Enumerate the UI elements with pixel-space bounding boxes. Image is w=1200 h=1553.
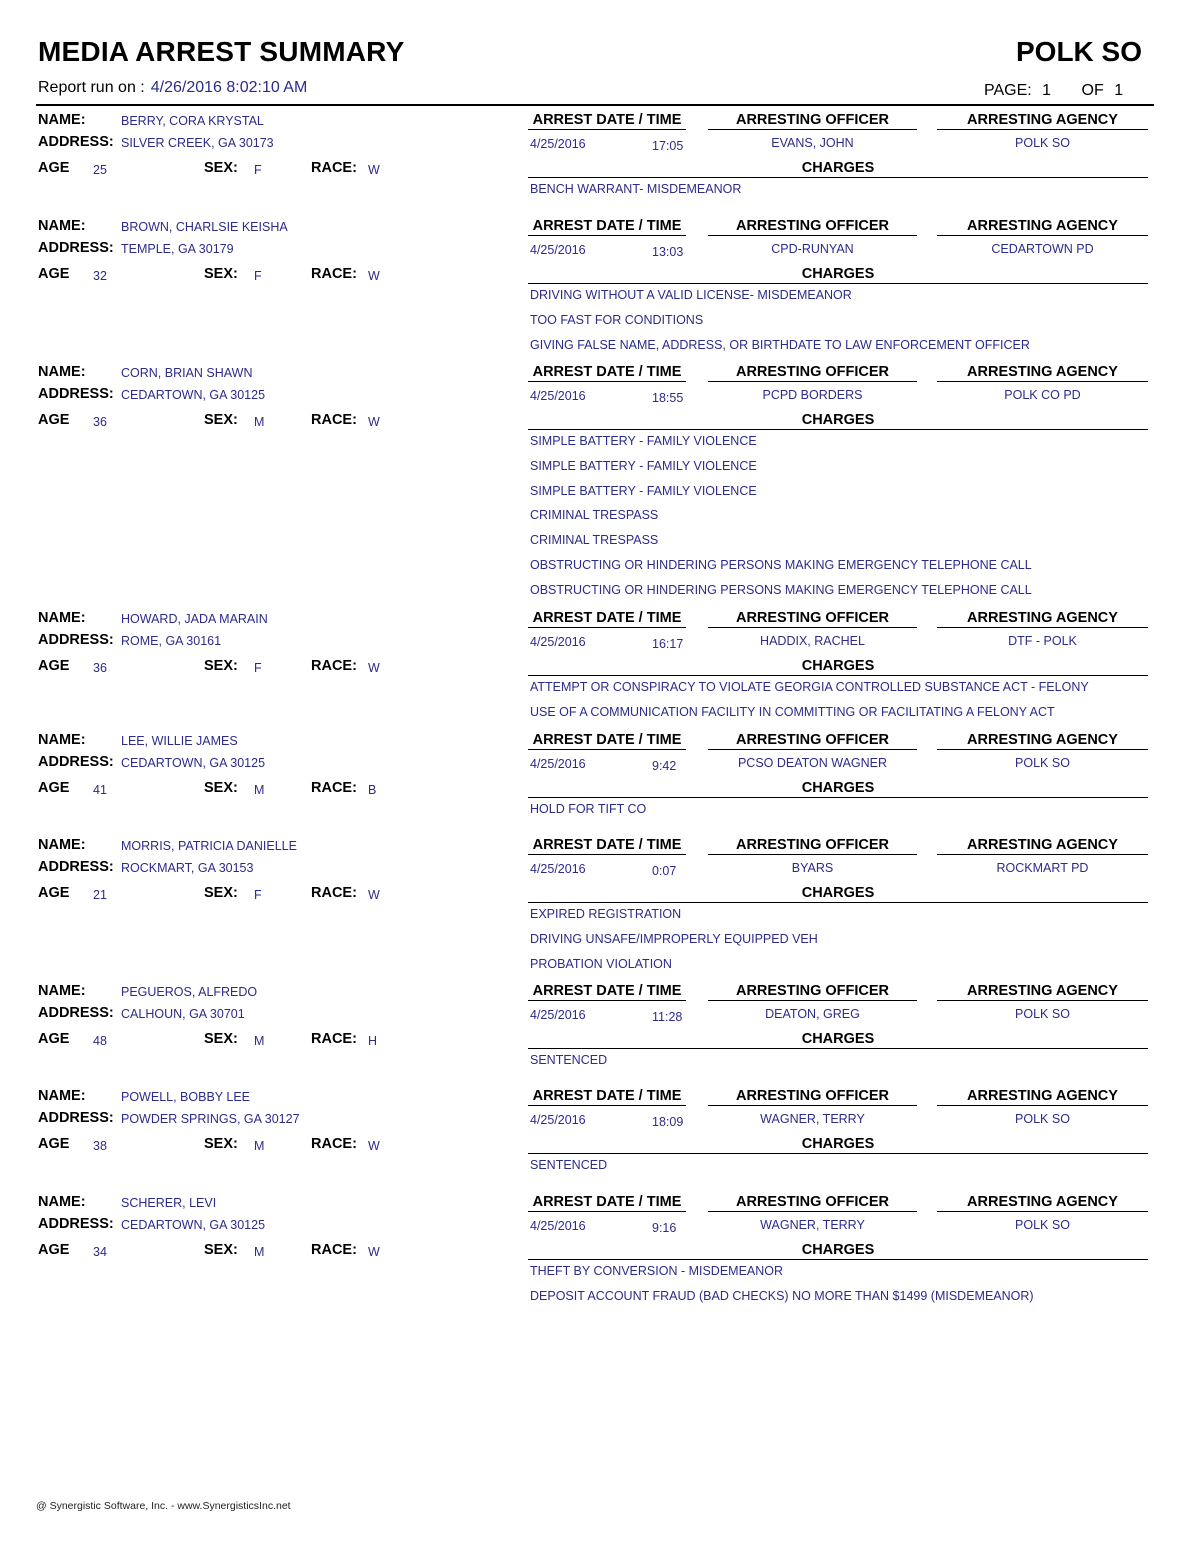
address-label: ADDRESS:: [38, 1216, 114, 1232]
person-age: 48: [93, 1034, 107, 1048]
race-label: RACE:: [311, 658, 357, 674]
page-number: 1: [1042, 82, 1052, 99]
race-label: RACE:: [311, 1136, 357, 1152]
person-address: TEMPLE, GA 30179: [121, 242, 234, 256]
address-label: ADDRESS:: [38, 240, 114, 256]
arresting-officer: PCSO DEATON WAGNER: [737, 756, 888, 770]
arresting-officer: HADDIX, RACHEL: [760, 634, 865, 648]
race-label: RACE:: [311, 1031, 357, 1047]
charge-item: CRIMINAL TRESPASS: [530, 508, 659, 523]
arresting-officer-header: ARRESTING OFFICER: [708, 218, 917, 236]
charges-header: CHARGES: [528, 160, 1148, 178]
report-agency: POLK SO: [1015, 36, 1142, 67]
person-address: SILVER CREEK, GA 30173: [121, 136, 274, 150]
charge-item: BENCH WARRANT- MISDEMEANOR: [530, 182, 742, 196]
person-sex: M: [254, 1245, 265, 1259]
charge-item: USE OF A COMMUNICATION FACILITY IN COMMITTING OR FACILITATING A FELONY ACT: [530, 704, 1055, 719]
arrest-date-time-header: ARREST DATE / TIME: [528, 1194, 686, 1212]
charge-item: CRIMINAL TRESPASS: [530, 533, 659, 548]
sex-label: SEX:: [204, 412, 238, 428]
sex-label: SEX:: [204, 658, 238, 674]
arrest-date: 4/25/2016: [530, 1113, 586, 1127]
arrest-time: 16:17: [652, 637, 684, 651]
race-label: RACE:: [311, 885, 357, 901]
person-race: H: [368, 1034, 378, 1048]
person-name: POWELL, BOBBY LEE: [121, 1090, 250, 1104]
charge-item: OBSTRUCTING OR HINDERING PERSONS MAKING EMERGENCY TELEPHONE CALL: [530, 558, 1032, 572]
person-age: 25: [93, 163, 107, 177]
arresting-officer-header: ARRESTING OFFICER: [708, 837, 917, 855]
person-sex: M: [254, 1034, 265, 1048]
charges-header: CHARGES: [528, 412, 1148, 430]
charge-item: GIVING FALSE NAME, ADDRESS, OR BIRTHDATE TO LAW ENFORCEMENT OFFICER: [530, 337, 1030, 352]
charge-item: DRIVING UNSAFE/IMPROPERLY EQUIPPED VEH: [530, 931, 818, 946]
race-label: RACE:: [311, 266, 357, 282]
name-label: NAME:: [38, 364, 86, 380]
charge-item: THEFT BY CONVERSION - MISDEMEANOR: [530, 1264, 784, 1278]
race-label: RACE:: [311, 1242, 357, 1258]
sex-label: SEX:: [204, 160, 238, 176]
age-label: AGE: [38, 1136, 70, 1152]
sex-label: SEX:: [204, 780, 238, 796]
address-label: ADDRESS:: [38, 1110, 114, 1126]
sex-label: SEX:: [204, 266, 238, 282]
charge-item: OBSTRUCTING OR HINDERING PERSONS MAKING EMERGENCY TELEPHONE CALL: [530, 582, 1032, 597]
arresting-agency-header: ARRESTING AGENCY: [937, 732, 1148, 750]
age-label: AGE: [38, 412, 70, 428]
arrest-date: 4/25/2016: [530, 137, 586, 151]
person-age: 41: [93, 783, 107, 797]
arresting-officer: WAGNER, TERRY: [760, 1218, 865, 1232]
person-sex: F: [254, 163, 262, 177]
person-sex: M: [254, 1139, 265, 1153]
arresting-officer: BYARS: [791, 861, 834, 875]
arresting-officer: CPD-RUNYAN: [771, 242, 854, 256]
age-label: AGE: [38, 1031, 70, 1047]
charge-item: PROBATION VIOLATION: [530, 956, 672, 971]
race-label: RACE:: [311, 412, 357, 428]
person-race: W: [368, 661, 380, 675]
name-label: NAME:: [38, 732, 86, 748]
charges-header: CHARGES: [528, 1242, 1148, 1260]
arrest-date-time-header: ARREST DATE / TIME: [528, 610, 686, 628]
arresting-agency: POLK SO: [1015, 136, 1070, 150]
arresting-agency-header: ARRESTING AGENCY: [937, 983, 1148, 1001]
person-address: CEDARTOWN, GA 30125: [121, 1218, 266, 1232]
arresting-agency: POLK SO: [1015, 756, 1070, 770]
charges-header: CHARGES: [528, 885, 1148, 903]
person-race: W: [368, 1245, 380, 1259]
person-name: BROWN, CHARLSIE KEISHA: [121, 220, 288, 234]
person-race: W: [368, 163, 380, 177]
person-name: LEE, WILLIE JAMES: [121, 734, 238, 748]
race-label: RACE:: [311, 780, 357, 796]
person-race: B: [368, 783, 377, 797]
arresting-agency: POLK CO PD: [1004, 388, 1081, 402]
person-name: BERRY, CORA KRYSTAL: [121, 114, 264, 128]
page-label: PAGE:: [984, 82, 1032, 99]
charge-item: HOLD FOR TIFT CO: [530, 802, 647, 816]
run-on-value: 4/26/2016 8:02:10 AM: [150, 79, 308, 96]
person-address: POWDER SPRINGS, GA 30127: [121, 1112, 300, 1126]
charge-item: SENTENCED: [530, 1053, 608, 1067]
arrest-time: 17:05: [652, 139, 684, 153]
arresting-officer-header: ARRESTING OFFICER: [708, 610, 917, 628]
arrest-time: 18:09: [652, 1115, 684, 1129]
arresting-officer-header: ARRESTING OFFICER: [708, 1194, 917, 1212]
age-label: AGE: [38, 780, 70, 796]
race-label: RACE:: [311, 160, 357, 176]
arresting-agency-header: ARRESTING AGENCY: [937, 1088, 1148, 1106]
person-sex: F: [254, 269, 262, 283]
age-label: AGE: [38, 658, 70, 674]
sex-label: SEX:: [204, 1136, 238, 1152]
name-label: NAME:: [38, 112, 86, 128]
header-divider: [36, 104, 1154, 106]
sex-label: SEX:: [204, 885, 238, 901]
page-total: 1: [1114, 82, 1124, 99]
charges-header: CHARGES: [528, 658, 1148, 676]
charges-header: CHARGES: [528, 780, 1148, 798]
arrest-date: 4/25/2016: [530, 243, 586, 257]
name-label: NAME:: [38, 610, 86, 626]
charge-item: DEPOSIT ACCOUNT FRAUD (BAD CHECKS) NO MORE THAN $1499 (MISDEMEANOR): [530, 1288, 1034, 1303]
footer-credit: @ Synergistic Software, Inc. - www.SynergisticsInc.net: [36, 1500, 291, 1512]
arrest-time: 13:03: [652, 245, 684, 259]
arrest-date: 4/25/2016: [530, 757, 586, 771]
arresting-agency-header: ARRESTING AGENCY: [937, 112, 1148, 130]
report-run-on: [38, 79, 307, 97]
age-label: AGE: [38, 266, 70, 282]
person-age: 38: [93, 1139, 107, 1153]
person-age: 36: [93, 661, 107, 675]
person-name: HOWARD, JADA MARAIN: [121, 612, 268, 626]
person-age: 21: [93, 888, 107, 902]
name-label: NAME:: [38, 1194, 86, 1210]
charge-item: ATTEMPT OR CONSPIRACY TO VIOLATE GEORGIA CONTROLLED SUBSTANCE ACT - FELONY: [530, 680, 1089, 694]
person-address: ROME, GA 30161: [121, 634, 222, 648]
arresting-agency-header: ARRESTING AGENCY: [937, 218, 1148, 236]
person-race: W: [368, 269, 380, 283]
arresting-agency: ROCKMART PD: [996, 861, 1089, 875]
charge-item: EXPIRED REGISTRATION: [530, 907, 682, 921]
person-address: ROCKMART, GA 30153: [121, 861, 254, 875]
age-label: AGE: [38, 885, 70, 901]
page-info: [984, 82, 1123, 100]
person-race: W: [368, 888, 380, 902]
arrest-time: 9:16: [652, 1221, 677, 1235]
charge-item: SIMPLE BATTERY - FAMILY VIOLENCE: [530, 434, 757, 448]
person-sex: F: [254, 661, 262, 675]
address-label: ADDRESS:: [38, 754, 114, 770]
arrest-time: 11:28: [652, 1010, 683, 1024]
arrest-date-time-header: ARREST DATE / TIME: [528, 837, 686, 855]
charges-header: CHARGES: [528, 1031, 1148, 1049]
arresting-officer-header: ARRESTING OFFICER: [708, 983, 917, 1001]
arresting-officer: EVANS, JOHN: [771, 136, 854, 150]
arresting-agency: DTF - POLK: [1008, 634, 1077, 648]
arresting-officer-header: ARRESTING OFFICER: [708, 112, 917, 130]
charge-item: SIMPLE BATTERY - FAMILY VIOLENCE: [530, 483, 757, 498]
arresting-officer-header: ARRESTING OFFICER: [708, 1088, 917, 1106]
arresting-agency-header: ARRESTING AGENCY: [937, 1194, 1148, 1212]
person-name: CORN, BRIAN SHAWN: [121, 366, 253, 380]
charges-header: CHARGES: [528, 266, 1148, 284]
person-address: CEDARTOWN, GA 30125: [121, 388, 266, 402]
name-label: NAME:: [38, 218, 86, 234]
arrest-date: 4/25/2016: [530, 1219, 586, 1233]
name-label: NAME:: [38, 1088, 86, 1104]
arresting-agency: POLK SO: [1015, 1007, 1070, 1021]
arrest-date-time-header: ARREST DATE / TIME: [528, 1088, 686, 1106]
arresting-agency: POLK SO: [1015, 1112, 1070, 1126]
arresting-agency: CEDARTOWN PD: [991, 242, 1094, 256]
arresting-agency: POLK SO: [1015, 1218, 1070, 1232]
person-name: SCHERER, LEVI: [121, 1196, 217, 1210]
arresting-officer: DEATON, GREG: [765, 1007, 860, 1021]
sex-label: SEX:: [204, 1242, 238, 1258]
arresting-officer: PCPD BORDERS: [762, 388, 863, 402]
sex-label: SEX:: [204, 1031, 238, 1047]
arrest-date: 4/25/2016: [530, 635, 586, 649]
charge-item: DRIVING WITHOUT A VALID LICENSE- MISDEMEANOR: [530, 288, 852, 302]
person-address: CALHOUN, GA 30701: [121, 1007, 245, 1021]
arresting-officer-header: ARRESTING OFFICER: [708, 732, 917, 750]
arrest-date-time-header: ARREST DATE / TIME: [528, 218, 686, 236]
arrest-time: 9:42: [652, 759, 677, 773]
person-sex: F: [254, 888, 262, 902]
arrest-date-time-header: ARREST DATE / TIME: [528, 364, 686, 382]
person-age: 36: [93, 415, 107, 429]
name-label: NAME:: [38, 983, 86, 999]
person-sex: M: [254, 783, 265, 797]
age-label: AGE: [38, 1242, 70, 1258]
person-race: W: [368, 415, 380, 429]
arrest-date-time-header: ARREST DATE / TIME: [528, 732, 686, 750]
address-label: ADDRESS:: [38, 859, 114, 875]
report-title: MEDIA ARREST SUMMARY: [38, 36, 405, 67]
charge-item: TOO FAST FOR CONDITIONS: [530, 312, 704, 327]
person-name: PEGUEROS, ALFREDO: [121, 985, 258, 999]
arresting-agency-header: ARRESTING AGENCY: [937, 610, 1148, 628]
address-label: ADDRESS:: [38, 1005, 114, 1021]
charge-item: SENTENCED: [530, 1158, 608, 1172]
run-on-label: Report run on :: [38, 79, 145, 96]
arrest-date: 4/25/2016: [530, 862, 586, 876]
name-label: NAME:: [38, 837, 86, 853]
age-label: AGE: [38, 160, 70, 176]
charges-header: CHARGES: [528, 1136, 1148, 1154]
person-age: 32: [93, 269, 107, 283]
arresting-agency-header: ARRESTING AGENCY: [937, 364, 1148, 382]
arrest-date: 4/25/2016: [530, 389, 586, 403]
arrest-time: 18:55: [652, 391, 684, 405]
person-sex: M: [254, 415, 265, 429]
arrest-date: 4/25/2016: [530, 1008, 586, 1022]
address-label: ADDRESS:: [38, 386, 114, 402]
arresting-agency-header: ARRESTING AGENCY: [937, 837, 1148, 855]
charge-item: SIMPLE BATTERY - FAMILY VIOLENCE: [530, 458, 757, 473]
of-label: OF: [1081, 82, 1104, 99]
person-address: CEDARTOWN, GA 30125: [121, 756, 266, 770]
address-label: ADDRESS:: [38, 134, 114, 150]
person-name: MORRIS, PATRICIA DANIELLE: [121, 839, 297, 853]
arrest-date-time-header: ARREST DATE / TIME: [528, 983, 686, 1001]
person-age: 34: [93, 1245, 107, 1259]
arresting-officer-header: ARRESTING OFFICER: [708, 364, 917, 382]
arresting-officer: WAGNER, TERRY: [760, 1112, 865, 1126]
arrest-date-time-header: ARREST DATE / TIME: [528, 112, 686, 130]
arrest-time: 0:07: [652, 864, 677, 878]
address-label: ADDRESS:: [38, 632, 114, 648]
person-race: W: [368, 1139, 380, 1153]
